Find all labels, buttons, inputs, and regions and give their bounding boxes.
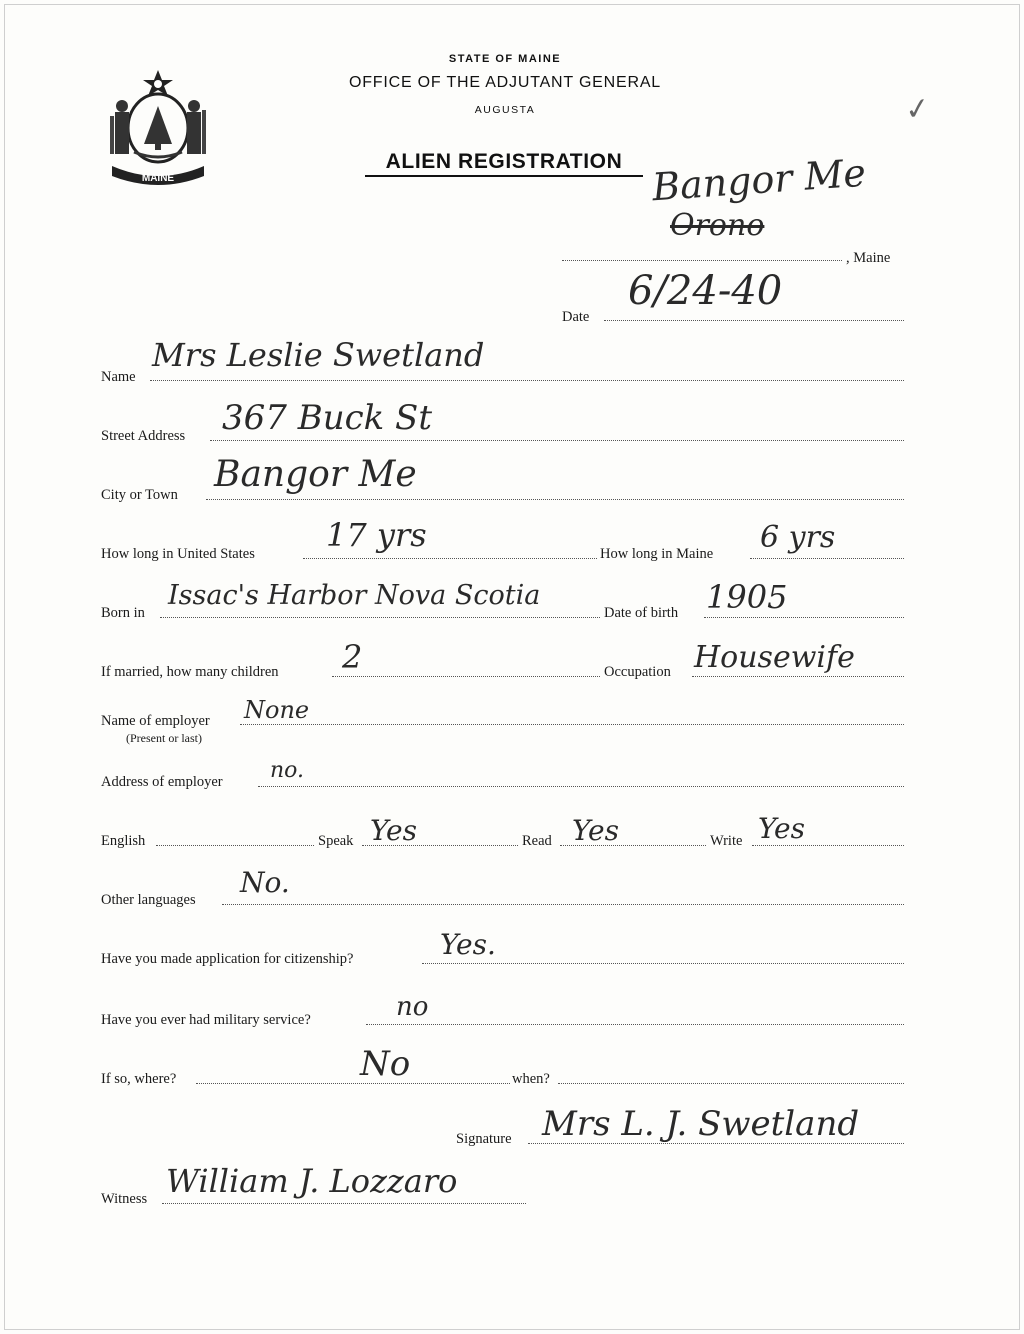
employer-address-label: Address of employer	[101, 774, 223, 790]
city-line	[206, 499, 904, 500]
speak-label: Speak	[318, 833, 354, 849]
where-value: No	[360, 1044, 411, 1084]
employer-sublabel: (Present or last)	[126, 731, 202, 745]
city-value: Bangor Me	[214, 454, 417, 495]
witness-value: William J. Lozzaro	[166, 1162, 458, 1200]
name-line	[150, 380, 904, 381]
military-line	[366, 1024, 904, 1025]
signature-value: Mrs L. J. Swetland	[542, 1104, 860, 1144]
date-label: Date	[562, 309, 590, 325]
other-languages-line	[222, 904, 904, 905]
place-line	[562, 260, 842, 261]
employer-line	[240, 724, 904, 725]
when-label: when?	[512, 1071, 550, 1087]
citizenship-label: Have you made application for citizenship?	[101, 951, 354, 967]
us-years-label: How long in United States	[101, 546, 255, 562]
children-line	[332, 676, 600, 677]
street-value: 367 Buck St	[222, 398, 432, 438]
maine-years-value: 6 yrs	[760, 520, 836, 555]
military-label: Have you ever had military service?	[101, 1012, 311, 1028]
city-heading: AUGUSTA	[474, 104, 536, 116]
where-label: If so, where?	[101, 1071, 177, 1087]
english-line	[156, 845, 314, 846]
occupation-label: Occupation	[604, 664, 671, 680]
read-label: Read	[522, 833, 552, 849]
employer-label: Name of employer	[101, 713, 210, 729]
place-handwritten: Bangor Me	[650, 150, 868, 210]
dob-value: 1905	[706, 578, 788, 616]
occupation-line	[692, 676, 904, 677]
office-heading: OFFICE OF THE ADJUTANT GENERAL	[348, 74, 662, 91]
when-line	[558, 1083, 904, 1084]
date-value: 6/24-40	[628, 268, 783, 314]
us-years-value: 17 yrs	[326, 516, 427, 554]
maine-years-line	[750, 558, 904, 559]
maine-years-label: How long in Maine	[600, 546, 714, 562]
write-line	[752, 845, 904, 846]
where-line	[196, 1083, 510, 1084]
employer-address-value: no.	[270, 758, 305, 783]
state-heading: STATE OF MAINE	[448, 53, 562, 65]
occupation-value: Housewife	[694, 640, 855, 675]
us-years-line	[303, 558, 597, 559]
citizenship-line	[422, 963, 904, 964]
form-title: ALIEN REGISTRATION	[365, 150, 643, 177]
witness-line	[162, 1203, 526, 1204]
other-languages-value: No.	[240, 866, 290, 899]
write-value: Yes	[758, 812, 805, 845]
read-value: Yes	[572, 814, 619, 847]
born-in-label: Born in	[101, 605, 145, 621]
state-seal-icon	[100, 66, 216, 192]
city-label: City or Town	[101, 487, 178, 503]
street-line	[210, 440, 904, 441]
name-label: Name	[101, 369, 136, 385]
dob-line	[704, 617, 904, 618]
seal-text: MAINE	[141, 173, 175, 184]
place-suffix: , Maine	[846, 250, 891, 266]
children-label: If married, how many children	[101, 664, 279, 680]
english-label: English	[101, 833, 146, 849]
employer-address-line	[258, 786, 904, 787]
write-label: Write	[710, 833, 743, 849]
citizenship-value: Yes.	[440, 928, 496, 961]
speak-value: Yes	[370, 814, 417, 847]
employer-value: None	[244, 696, 310, 724]
street-label: Street Address	[101, 428, 186, 444]
born-in-value: Issac's Harbor Nova Scotia	[168, 580, 541, 611]
signature-label: Signature	[456, 1131, 512, 1147]
name-value: Mrs Leslie Swetland	[152, 336, 485, 374]
check-mark-icon: ✓	[902, 90, 933, 129]
date-line	[604, 320, 904, 321]
born-in-line	[160, 617, 600, 618]
dob-label: Date of birth	[604, 605, 679, 621]
children-value: 2	[342, 638, 363, 676]
place-struck-out: Orono	[670, 208, 765, 243]
military-value: no	[396, 992, 429, 1022]
witness-label: Witness	[101, 1191, 148, 1207]
other-languages-label: Other languages	[101, 892, 196, 908]
